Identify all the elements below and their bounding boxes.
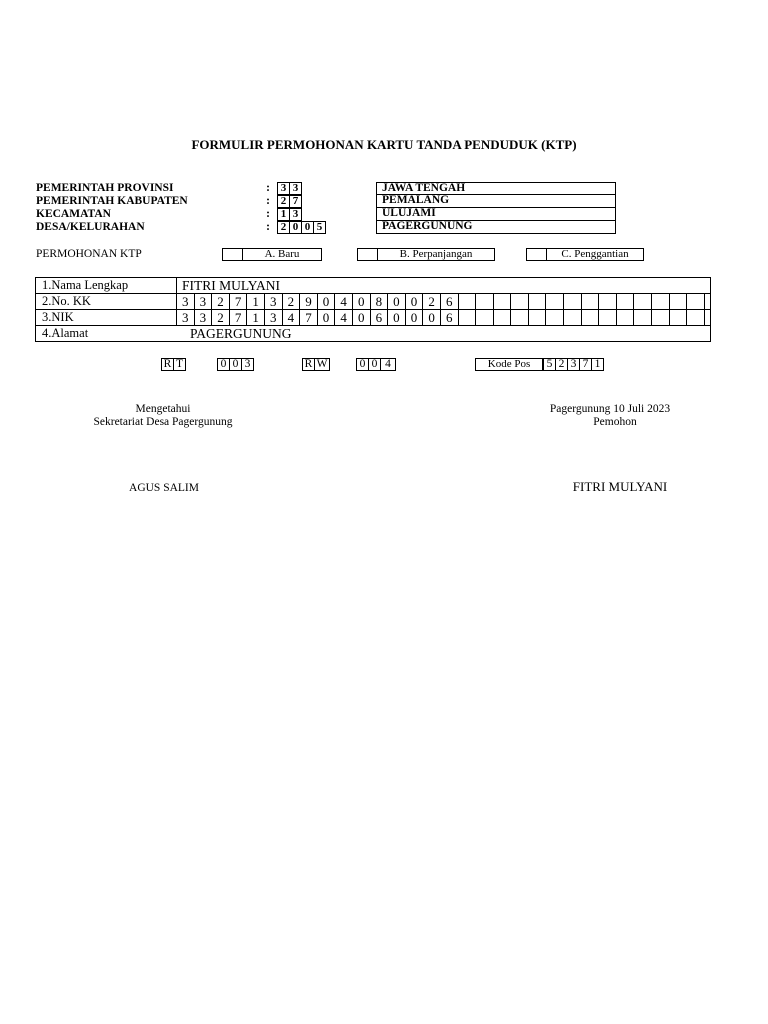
nik-cell[interactable] [599,310,617,325]
nik-cell[interactable] [459,310,477,325]
name-desa: PAGERGUNUNG [376,221,616,234]
sig-right-line1: Pagergunung 10 Juli 2023 [549,403,671,415]
nik-cell[interactable]: 2 [212,310,230,325]
kodepos-digit: 5 [543,358,556,371]
nik-cell[interactable]: 0 [423,310,441,325]
colon: : [266,221,270,233]
code-digit: 5 [313,221,326,234]
kk-cell[interactable]: 1 [247,294,265,309]
label-kecamatan: KECAMATAN [36,208,111,220]
code-digit: 3 [289,208,302,221]
option-label: A. Baru [264,248,300,260]
applicant-table [35,277,711,342]
nik-cell[interactable] [670,310,688,325]
alamat-label: 4.Alamat [42,326,89,340]
option-checkbox[interactable] [223,249,243,260]
sig-left-line1: Mengetahui [135,403,191,415]
code-provinsi [278,182,302,195]
nik-cell[interactable]: 4 [335,310,353,325]
kodepos-digit: 2 [555,358,568,371]
code-digit: 2 [277,221,290,234]
rw-letter: R [302,358,315,371]
kk-cell[interactable] [564,294,582,309]
sig-left-name: AGUS SALIM [129,482,199,494]
sig-right-name: FITRI MULYANI [572,479,668,494]
form-title: FORMULIR PERMOHONAN KARTU TANDA PENDUDUK (KTP) [191,137,577,152]
kk-cell[interactable]: 7 [230,294,248,309]
label-kabupaten: PEMERINTAH KABUPATEN [36,195,188,207]
nik-cell[interactable] [546,310,564,325]
row-nama [36,278,710,294]
kk-cell[interactable]: 2 [283,294,301,309]
nik-cell[interactable]: 1 [247,310,265,325]
nik-cell[interactable] [582,310,600,325]
label-desa: DESA/KELURAHAN [36,221,145,233]
nik-digits[interactable] [177,310,705,325]
code-digit: 3 [277,182,290,195]
rw-digit: 0 [356,358,369,371]
colon: : [266,195,270,207]
kodepos-digit: 7 [579,358,592,371]
row-nik [36,310,710,326]
kk-cell[interactable]: 0 [388,294,406,309]
code-kabupaten [278,195,302,208]
option-checkbox[interactable] [527,249,547,260]
nik-cell[interactable] [529,310,547,325]
nik-cell[interactable]: 6 [441,310,459,325]
kk-cell[interactable] [617,294,635,309]
option-checkbox[interactable] [358,249,378,260]
kk-cell[interactable] [652,294,670,309]
nik-cell[interactable]: 0 [353,310,371,325]
nik-cell[interactable]: 3 [195,310,213,325]
nik-cell[interactable]: 0 [388,310,406,325]
nik-label: 3.NIK [36,310,177,325]
kk-cell[interactable] [529,294,547,309]
kk-cell[interactable]: 8 [371,294,389,309]
kk-cell[interactable] [546,294,564,309]
option-label: B. Perpanjangan [399,248,473,260]
kodepos-label: Kode Pos [475,358,543,371]
nik-cell[interactable] [511,310,529,325]
nik-cell[interactable]: 0 [406,310,424,325]
row-alamat [36,326,710,342]
rt-label [162,358,186,371]
name-provinsi: JAWA TENGAH [376,182,616,195]
option-penggantian[interactable] [526,248,644,261]
code-digit: 7 [289,195,302,208]
rt-digit: 3 [241,358,254,371]
option-label: C. Penggantian [561,248,629,260]
nama-value[interactable]: FITRI MULYANI [182,278,281,293]
permohonan-label: PERMOHONAN KTP [36,248,142,260]
rt-value[interactable] [218,358,254,371]
rt-letter: T [173,358,186,371]
kk-cell[interactable] [582,294,600,309]
kk-cell[interactable] [459,294,477,309]
nama-label: 1.Nama Lengkap [36,278,177,293]
kodepos-value[interactable] [544,358,604,371]
rt-digit: 0 [217,358,230,371]
nik-cell[interactable]: 6 [371,310,389,325]
rw-value[interactable] [357,358,396,371]
kk-cell[interactable] [634,294,652,309]
name-kecamatan: ULUJAMI [376,208,616,221]
kk-cell[interactable]: 4 [335,294,353,309]
code-digit: 2 [277,195,290,208]
kk-cell[interactable]: 2 [423,294,441,309]
nik-cell[interactable]: 3 [265,310,283,325]
nik-cell[interactable] [617,310,635,325]
kk-cell[interactable]: 0 [318,294,336,309]
kk-cell[interactable]: 9 [300,294,318,309]
code-digit: 1 [277,208,290,221]
nik-cell[interactable] [652,310,670,325]
kk-cell[interactable] [687,294,705,309]
kk-cell[interactable]: 0 [406,294,424,309]
nik-cell[interactable]: 4 [283,310,301,325]
alamat-value[interactable]: PAGERGUNUNG [190,326,292,341]
nik-cell[interactable] [634,310,652,325]
rw-label [303,358,330,371]
kk-cell[interactable] [511,294,529,309]
rw-digit: 4 [380,358,396,371]
colon: : [266,208,270,220]
nik-cell[interactable] [476,310,494,325]
label-provinsi: PEMERINTAH PROVINSI [36,182,174,194]
kk-label: 2.No. KK [36,294,177,309]
colon: : [266,182,270,194]
code-kecamatan [278,208,302,221]
nik-cell[interactable] [494,310,512,325]
nik-cell[interactable]: 7 [230,310,248,325]
kk-cell[interactable] [670,294,688,309]
nik-cell[interactable]: 3 [177,310,195,325]
sig-left-line2: Sekretariat Desa Pagergunung [93,416,233,428]
nik-cell[interactable]: 7 [300,310,318,325]
rw-letter: W [314,358,330,371]
kk-cell[interactable] [476,294,494,309]
row-kk [36,294,710,310]
kk-cell[interactable] [494,294,512,309]
kodepos-digit: 3 [567,358,580,371]
kk-cell[interactable]: 3 [177,294,195,309]
kk-cell[interactable]: 3 [265,294,283,309]
option-perpanjangan[interactable] [357,248,495,261]
code-desa [278,221,326,234]
kk-cell[interactable]: 6 [441,294,459,309]
code-digit: 3 [289,182,302,195]
kodepos-digit: 1 [591,358,604,371]
kk-cell[interactable]: 2 [212,294,230,309]
nik-cell[interactable]: 0 [318,310,336,325]
sig-right-line2: Pemohon [593,416,637,428]
code-digit: 0 [289,221,302,234]
kk-cell[interactable]: 3 [195,294,213,309]
kk-cell[interactable]: 0 [353,294,371,309]
rt-letter: R [161,358,174,371]
rw-digit: 0 [368,358,381,371]
option-baru[interactable] [222,248,322,261]
rt-digit: 0 [229,358,242,371]
name-kabupaten: PEMALANG [376,195,616,208]
nik-cell[interactable] [687,310,705,325]
kk-digits[interactable] [177,294,705,309]
kk-cell[interactable] [599,294,617,309]
code-digit: 0 [301,221,314,234]
nik-cell[interactable] [564,310,582,325]
